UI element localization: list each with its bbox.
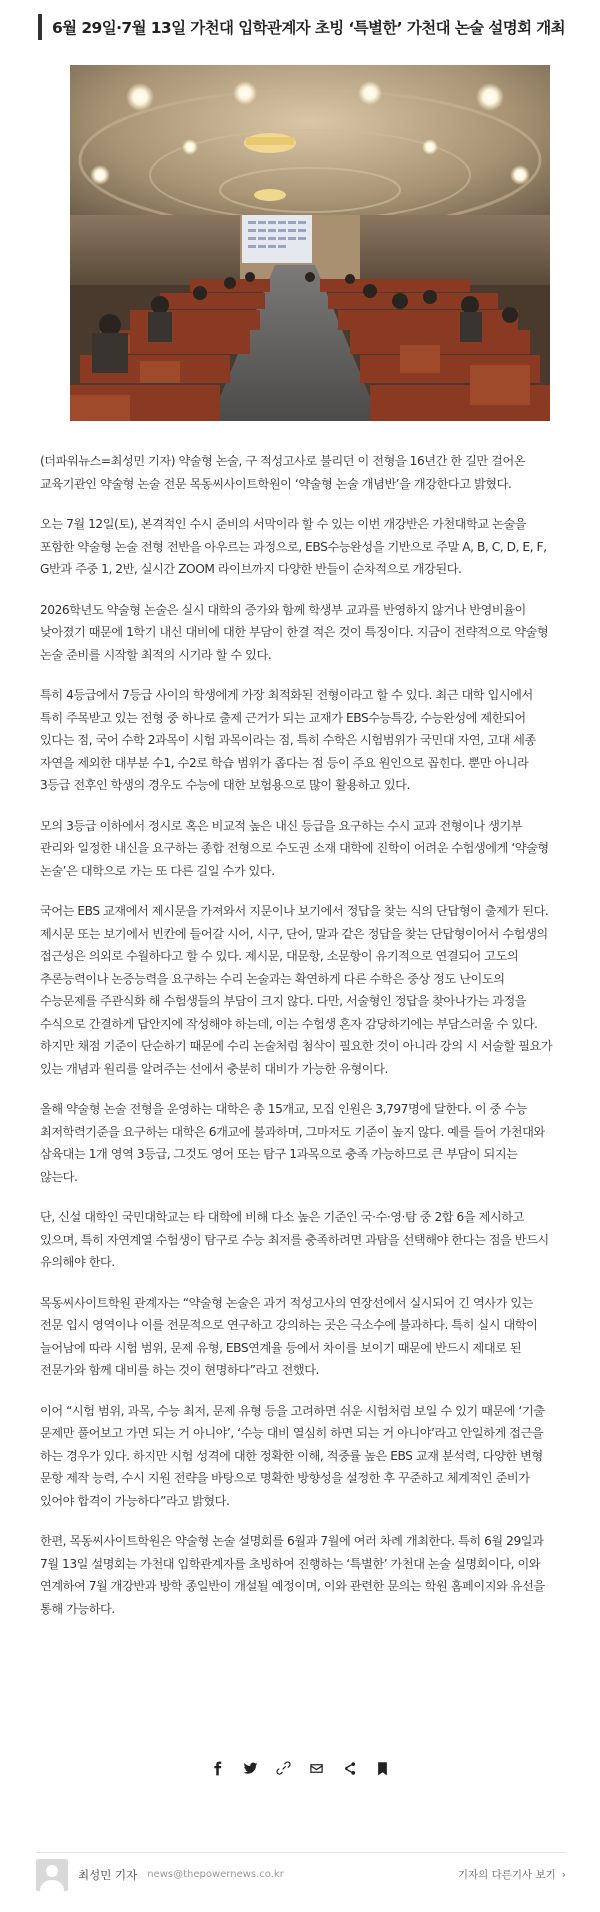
facebook-icon[interactable] bbox=[209, 1759, 227, 1777]
article-paragraph: 단, 신설 대학인 국민대학교는 타 대학에 비해 다소 높은 기준인 국·수·영·탐 중 2합 6을 제시하고 있으며, 특히 자연계열 수험생이 탐구로 수능 최저를 충족하려면 과탐을 선택해야 한다는 점을 반드시 유의해야 한다. bbox=[40, 1210, 549, 1269]
article-paragraph: 올해 약술형 논술 전형을 운영하는 대학은 총 15개교, 모집 인원은 3,797명에 달한다. 이 중 수능 최저학력기준을 요구하는 대학은 6개교에 불과하며, 그마저도 기준이 높지 않다. 예를 들어 가천대와 삼육대는 1개 영역 3등급, 그것도 영어 또는 탐구 1과목으로 충족 가능하므로 큰 부담이 되지는 않는다. bbox=[40, 1102, 545, 1184]
article-paragraph: 2026학년도 약술형 논술은 실시 대학의 증가와 함께 학생부 교과를 반영하지 않거나 반영비율이 낮아졌기 때문에 1학기 내신 대비에 대한 부담이 한결 적은 것이 특징이다. 지금이 전략적으로 약술형 논술 준비를 시작할 최적의 시기라 할 수 있다. bbox=[40, 602, 549, 662]
author-more-articles-label: 기자의 다른기사 보기 bbox=[457, 1869, 556, 1881]
article-photo bbox=[70, 65, 550, 421]
article-paragraph: 오는 7월 12일(토), 본격적인 수시 준비의 서막이라 할 수 있는 이번 개강반은 가천대학교 논술을 포함한 약술형 논술 전형 전반을 아우르는 과정으로, EBS수능완성을 기반으로 주말 A, B, C, D, E, F, G반과 주중 1, 2반, 실시간 ZOOM 라이브까지 다양한 반들이 순차적으로 개강된다. bbox=[40, 517, 547, 576]
article-paragraph: 한편, 목동씨사이트학원은 약술형 논술 설명회를 6월과 7월에 여러 차례 개최한다. 특히 6월 29일과 7월 13일 설명회는 가천대 입학관계자를 초빙하여 진행하는 ‘특별한’ 가천대 논술 설명회이다, 이와 연계하여 7월 개강반과 방학 종일반이 개설될 예정이며, 이와 관련한 문의는 학원 홈페이지와 유선을 통해 가능하다. bbox=[40, 1534, 545, 1616]
email-icon[interactable] bbox=[308, 1759, 326, 1777]
article-paragraph: 목동씨사이트학원 관계자는 “약술형 논술은 과거 적성고사의 연장선에서 실시되어 긴 역사가 있는 전문 입시 영역이나 이를 전문적으로 연구하고 강의하는 곳은 극소수에 불과하다. 특히 실시 대학이 늘어남에 따라 시험 범위, 문제 유형, EBS연계율 등에서 차이를 보이기 때문에 반드시 제대로 된 전문가와 함께 대비를 하는 것이 현명하다”라고 전했다. bbox=[40, 1295, 538, 1377]
link-icon[interactable] bbox=[275, 1759, 293, 1777]
share-icon[interactable] bbox=[341, 1759, 359, 1777]
author-name: 최성민 기자 bbox=[78, 1867, 138, 1882]
article-title-bar bbox=[38, 14, 566, 40]
bookmark-icon[interactable] bbox=[374, 1759, 392, 1777]
author-box bbox=[36, 1852, 566, 1896]
avatar bbox=[36, 1859, 68, 1891]
article-paragraph: (더파워뉴스=최성민 기자) 약술형 논술, 구 적성고사로 불리던 이 전형을 16년간 한 길만 걸어온 교육기관인 약술형 논술 전문 목동씨사이트학원이 ‘약술형 논술 개념반’을 개강한다고 밝혔다. bbox=[40, 454, 526, 491]
article-paragraph: 모의 3등급 이하에서 정시로 혹은 비교적 높은 내신 등급을 요구하는 수시 교과 전형이나 생기부 관리와 일정한 내신을 요구하는 종합 전형으로 수도권 소재 대학에 진학이 어려운 수험생에게 ‘약술형 논술’은 대학으로 가는 또 다른 길일 수가 있다. bbox=[40, 818, 549, 878]
article-paragraph: 국어는 EBS 교재에서 제시문을 가져와서 지문이나 보기에서 정답을 찾는 식의 단답형이 출제가 된다. 제시문 또는 보기에서 빈칸에 들어갈 시어, 시구, 단어, 말과 같은 정답을 찾는 단답형이어서 수험생의 접근성은 의외로 수월하다고 할 수 있다. 제시문, 대문항, 소문항이 유기적으로 연결되어 고도의 추론능력이나 논증능력을 요구하는 수리 논술과는 확연하게 다른 수학은 중상 정도 난이도의 수능문제를 주관식화 해 수험생들의 부담이 크지 않다. 다만, 서술형인 정답을 찾아나가는 과정을 수식으로 간결하게 답안지에 작성해야 하는데, 이는 수험생 혼자 감당하기에는 부담스러울 수 있다. 하지만 채점 기준이 단순하기 때문에 수리 논술처럼 첨삭이 필요한 것이 아니라 강의 시 서술할 필요가 있는 개념과 원리를 알려주는 선에서 충분히 대비가 가능한 유형이다. bbox=[40, 904, 553, 1076]
chevron-right-icon: › bbox=[561, 1868, 566, 1881]
article-body bbox=[40, 450, 558, 1638]
article-paragraph: 이어 “시험 범위, 과목, 수능 최저, 문제 유형 등을 고려하면 쉬운 시험처럼 보일 수 있기 때문에 ‘기출 문제만 풀어보고 가면 되는 거 아니야’, ‘수능 대비 열심히 하면 되는 거 아니야’라고 안일하게 접근을 하는 경우가 있다. 하지만 시험 성격에 대한 정확한 이해, 적중률 높은 EBS 교재 분석력, 다양한 변형 문항 제작 능력, 수시 지원 전략을 바탕으로 명확한 방향성을 설정한 후 꾸준하고 체계적인 준비가 있어야 합격이 가능하다”라고 밝혔다. bbox=[40, 1403, 545, 1508]
share-toolbar bbox=[0, 1756, 600, 1780]
author-more-articles-link[interactable] bbox=[458, 1867, 566, 1882]
article-title: 6월 29일·7월 13일 가천대 입학관계자 초빙 ‘특별한’ 가천대 논술 설명회 개최 bbox=[52, 19, 566, 37]
article-paragraph: 특히 4등급에서 7등급 사이의 학생에게 가장 최적화된 전형이라고 할 수 있다. 최근 대학 입시에서 특히 주목받고 있는 전형 중 하나로 출제 근거가 되는 교재가 EBS수능특강, 수능완성에 제한되어 있다는 점, 국어 수학 2과목이 시험 과목이라는 점, 특히 수학은 시험범위가 국민대 자연, 고대 세종 자연을 제외한 대부분 수1, 수2로 학습 범위가 좁다는 점 등이 주요 원인으로 꼽힌다. 뿐만 아니라 3등급 전후인 학생의 경우도 수능에 대한 보험용으로 많이 활용하고 있다. bbox=[40, 688, 536, 792]
twitter-icon[interactable] bbox=[242, 1759, 260, 1777]
author-email[interactable]: news@thepowernews.co.kr bbox=[147, 1869, 284, 1880]
